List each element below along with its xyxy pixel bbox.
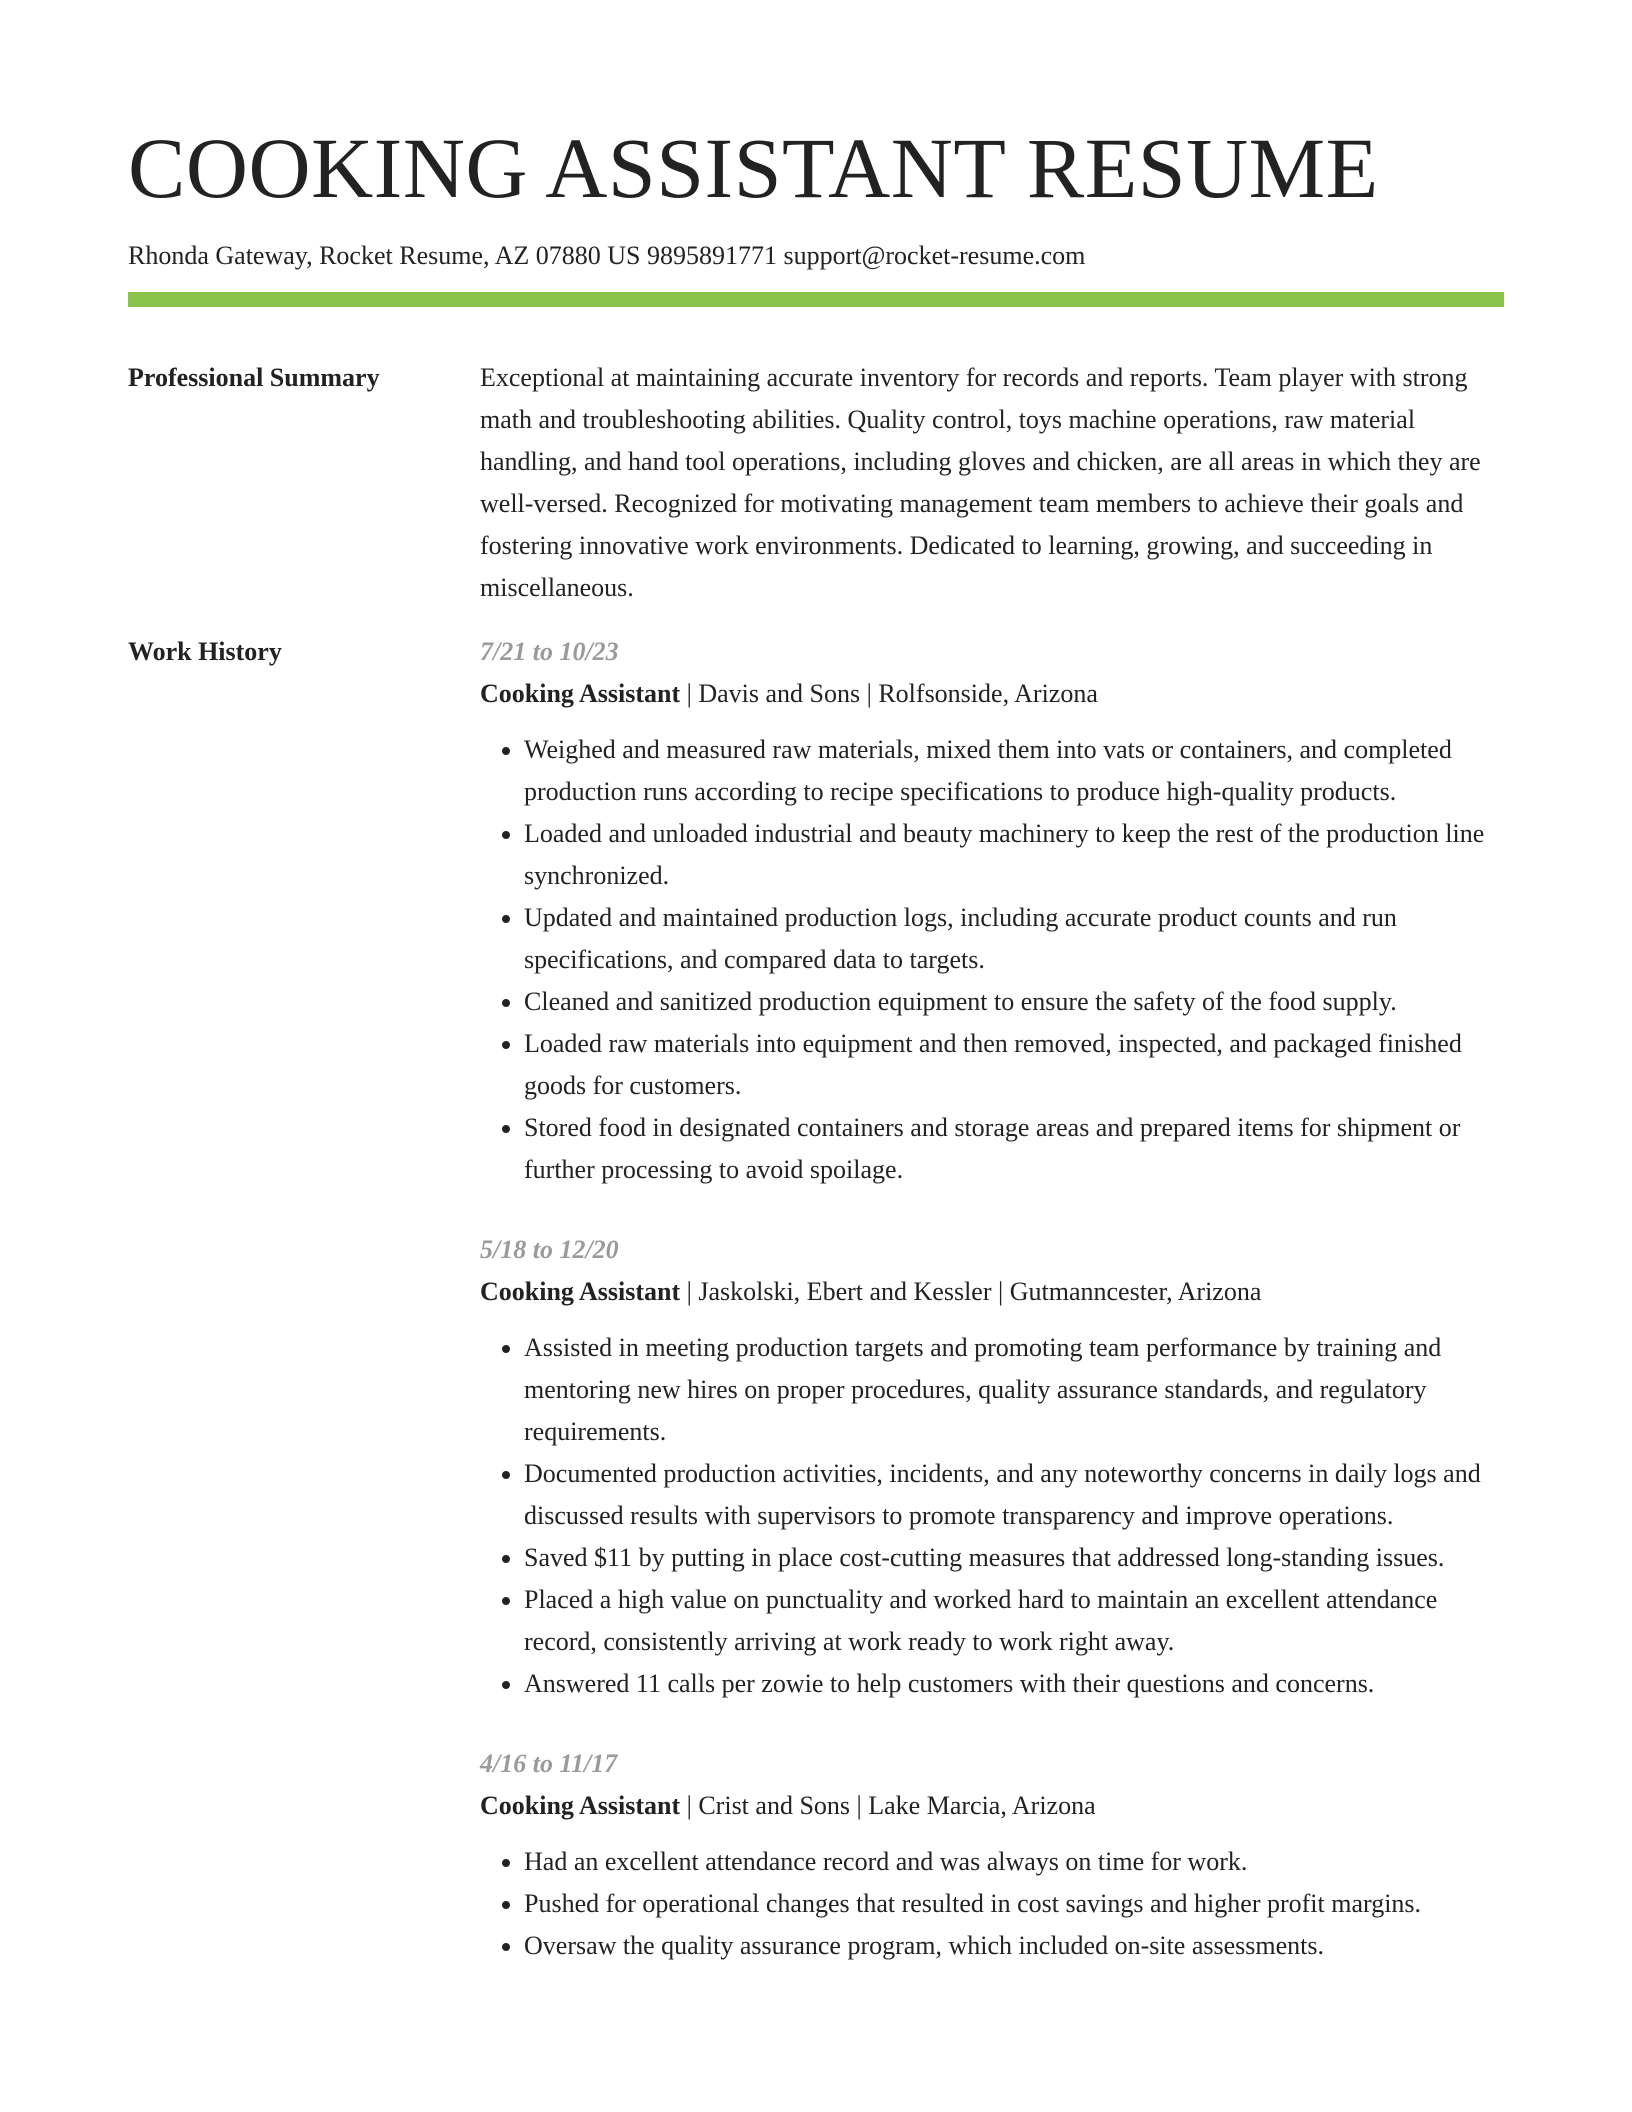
job-title: Cooking Assistant [480,1791,681,1820]
separator: | [991,1277,1010,1306]
job-bullet: • Placed a high value on punctuality and worked hard to maintain an excellent attendance record, consistently arriving at work ready to work right away. [524,1579,1504,1663]
job-title: Cooking Assistant [480,1277,681,1306]
separator: | [680,1277,699,1306]
job-company: Crist and Sons [698,1791,851,1820]
job-dates: 7/21 to 10/23 [480,637,619,666]
professional-summary-section [128,357,1504,609]
job-bullet: • Stored food in designated containers and storage areas and prepared items for shipment or further processing to avoid spoilage. [524,1107,1504,1191]
job-bullet: • Cleaned and sanitized production equipment to ensure the safety of the food supply. [524,981,1504,1023]
section-label-summary: Professional Summary [128,363,380,392]
job-bullet: • Saved $11 by putting in place cost-cutting measures that addressed long-standing issues. [524,1537,1504,1579]
summary-text: Exceptional at maintaining accurate inventory for records and reports. Team player with strong math and troubleshooting abilities. Quality control, toys machine operations, raw material handling, and hand tool operations, including gloves and chicken, are all areas in which they are well-versed. Recognized for motivating management team members to achieve their goals and fostering innovative work environments. Dedicated to learning, growing, and succeeding in miscellaneous. [480,363,1481,602]
job-bullet: • Loaded and unloaded industrial and beauty machinery to keep the rest of the production line synchronized. [524,813,1504,897]
job-location: Gutmanncester, Arizona [1009,1277,1262,1306]
job-bullet: • Had an excellent attendance record and was always on time for work. [524,1841,1504,1883]
job-company: Jaskolski, Ebert and Kessler [698,1277,992,1306]
job-company: Davis and Sons [698,679,861,708]
job-bullet-list [480,729,1504,1191]
job-bullet: • Documented production activities, incidents, and any noteworthy concerns in daily logs and discussed results with supervisors to promote transparency and improve operations. [524,1453,1504,1537]
job-location: Rolfsonside, Arizona [878,679,1098,708]
job-dates: 4/16 to 11/17 [480,1749,618,1778]
jobs-list [480,631,1504,2005]
job-bullet: • Pushed for operational changes that resulted in cost savings and higher profit margins. [524,1883,1504,1925]
job-header [480,1271,1504,1313]
work-history-section [128,631,1504,2005]
job-entry [480,631,1504,1191]
job-bullet-list [480,1841,1504,1967]
job-dates: 5/18 to 12/20 [480,1235,619,1264]
resume-title: COOKING ASSISTANT RESUME [128,120,1379,216]
job-bullet: • Assisted in meeting production targets and promoting team performance by training and mentoring new hires on proper procedures, quality assurance standards, and regulatory requirements. [524,1327,1504,1453]
job-header [480,1785,1504,1827]
separator: | [860,679,879,708]
job-title: Cooking Assistant [480,679,681,708]
job-bullet-list [480,1327,1504,1705]
separator: | [850,1791,869,1820]
job-bullet: • Answered 11 calls per zowie to help customers with their questions and concerns. [524,1663,1504,1705]
job-location: Lake Marcia, Arizona [868,1791,1096,1820]
section-label-work-history: Work History [128,637,282,666]
job-entry [480,1743,1504,1967]
contact-line: Rhonda Gateway, Rocket Resume, AZ 07880 US 9895891771 support@rocket-resume.com [128,241,1086,270]
resume-page [128,0,1504,2005]
job-bullet: • Weighed and measured raw materials, mixed them into vats or containers, and completed production runs according to recipe specifications to produce high-quality products. [524,729,1504,813]
job-bullet: • Updated and maintained production logs, including accurate product counts and run specifications, and compared data to targets. [524,897,1504,981]
separator: | [680,1791,699,1820]
job-entry [480,1229,1504,1705]
header-divider [128,292,1504,307]
separator: | [680,679,699,708]
job-header [480,673,1504,715]
job-bullet: • Loaded raw materials into equipment and then removed, inspected, and packaged finished goods for customers. [524,1023,1504,1107]
job-bullet: • Oversaw the quality assurance program, which included on-site assessments. [524,1925,1504,1967]
